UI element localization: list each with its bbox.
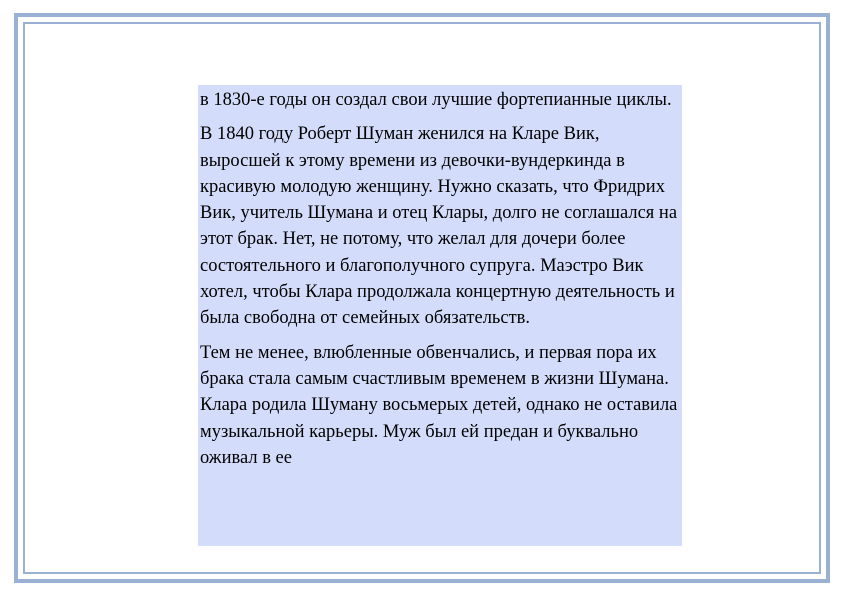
paragraph-2: В 1840 году Роберт Шуман женился на Кларе Вик, выросшей к этому времени из девочки-вундеркинда в красивую молодую женщину. Нужно сказать, что Фридрих Вик, учитель Шумана и отец Клары, долго не соглашался на этот брак. Нет, не потому, что желал для дочери более состоятельного и благополучного супруга. Маэстро Вик хотел, чтобы Клара продолжала концертную деятельность и была свободна от семейных обязательств. (200, 124, 678, 329)
paragraph-1: в 1830-е годы он создал свои лучшие фортепианные циклы. (200, 90, 672, 110)
text-box (198, 85, 682, 546)
paragraph-3: Тем не менее, влюбленные обвенчались, и первая пора их брака стала самым счастливым временем в жизни Шумана. Клара родила Шуману восьмерых детей, однако не оставила музыкальной карьеры. Муж был ей предан и буквально оживал в ее (200, 342, 678, 468)
